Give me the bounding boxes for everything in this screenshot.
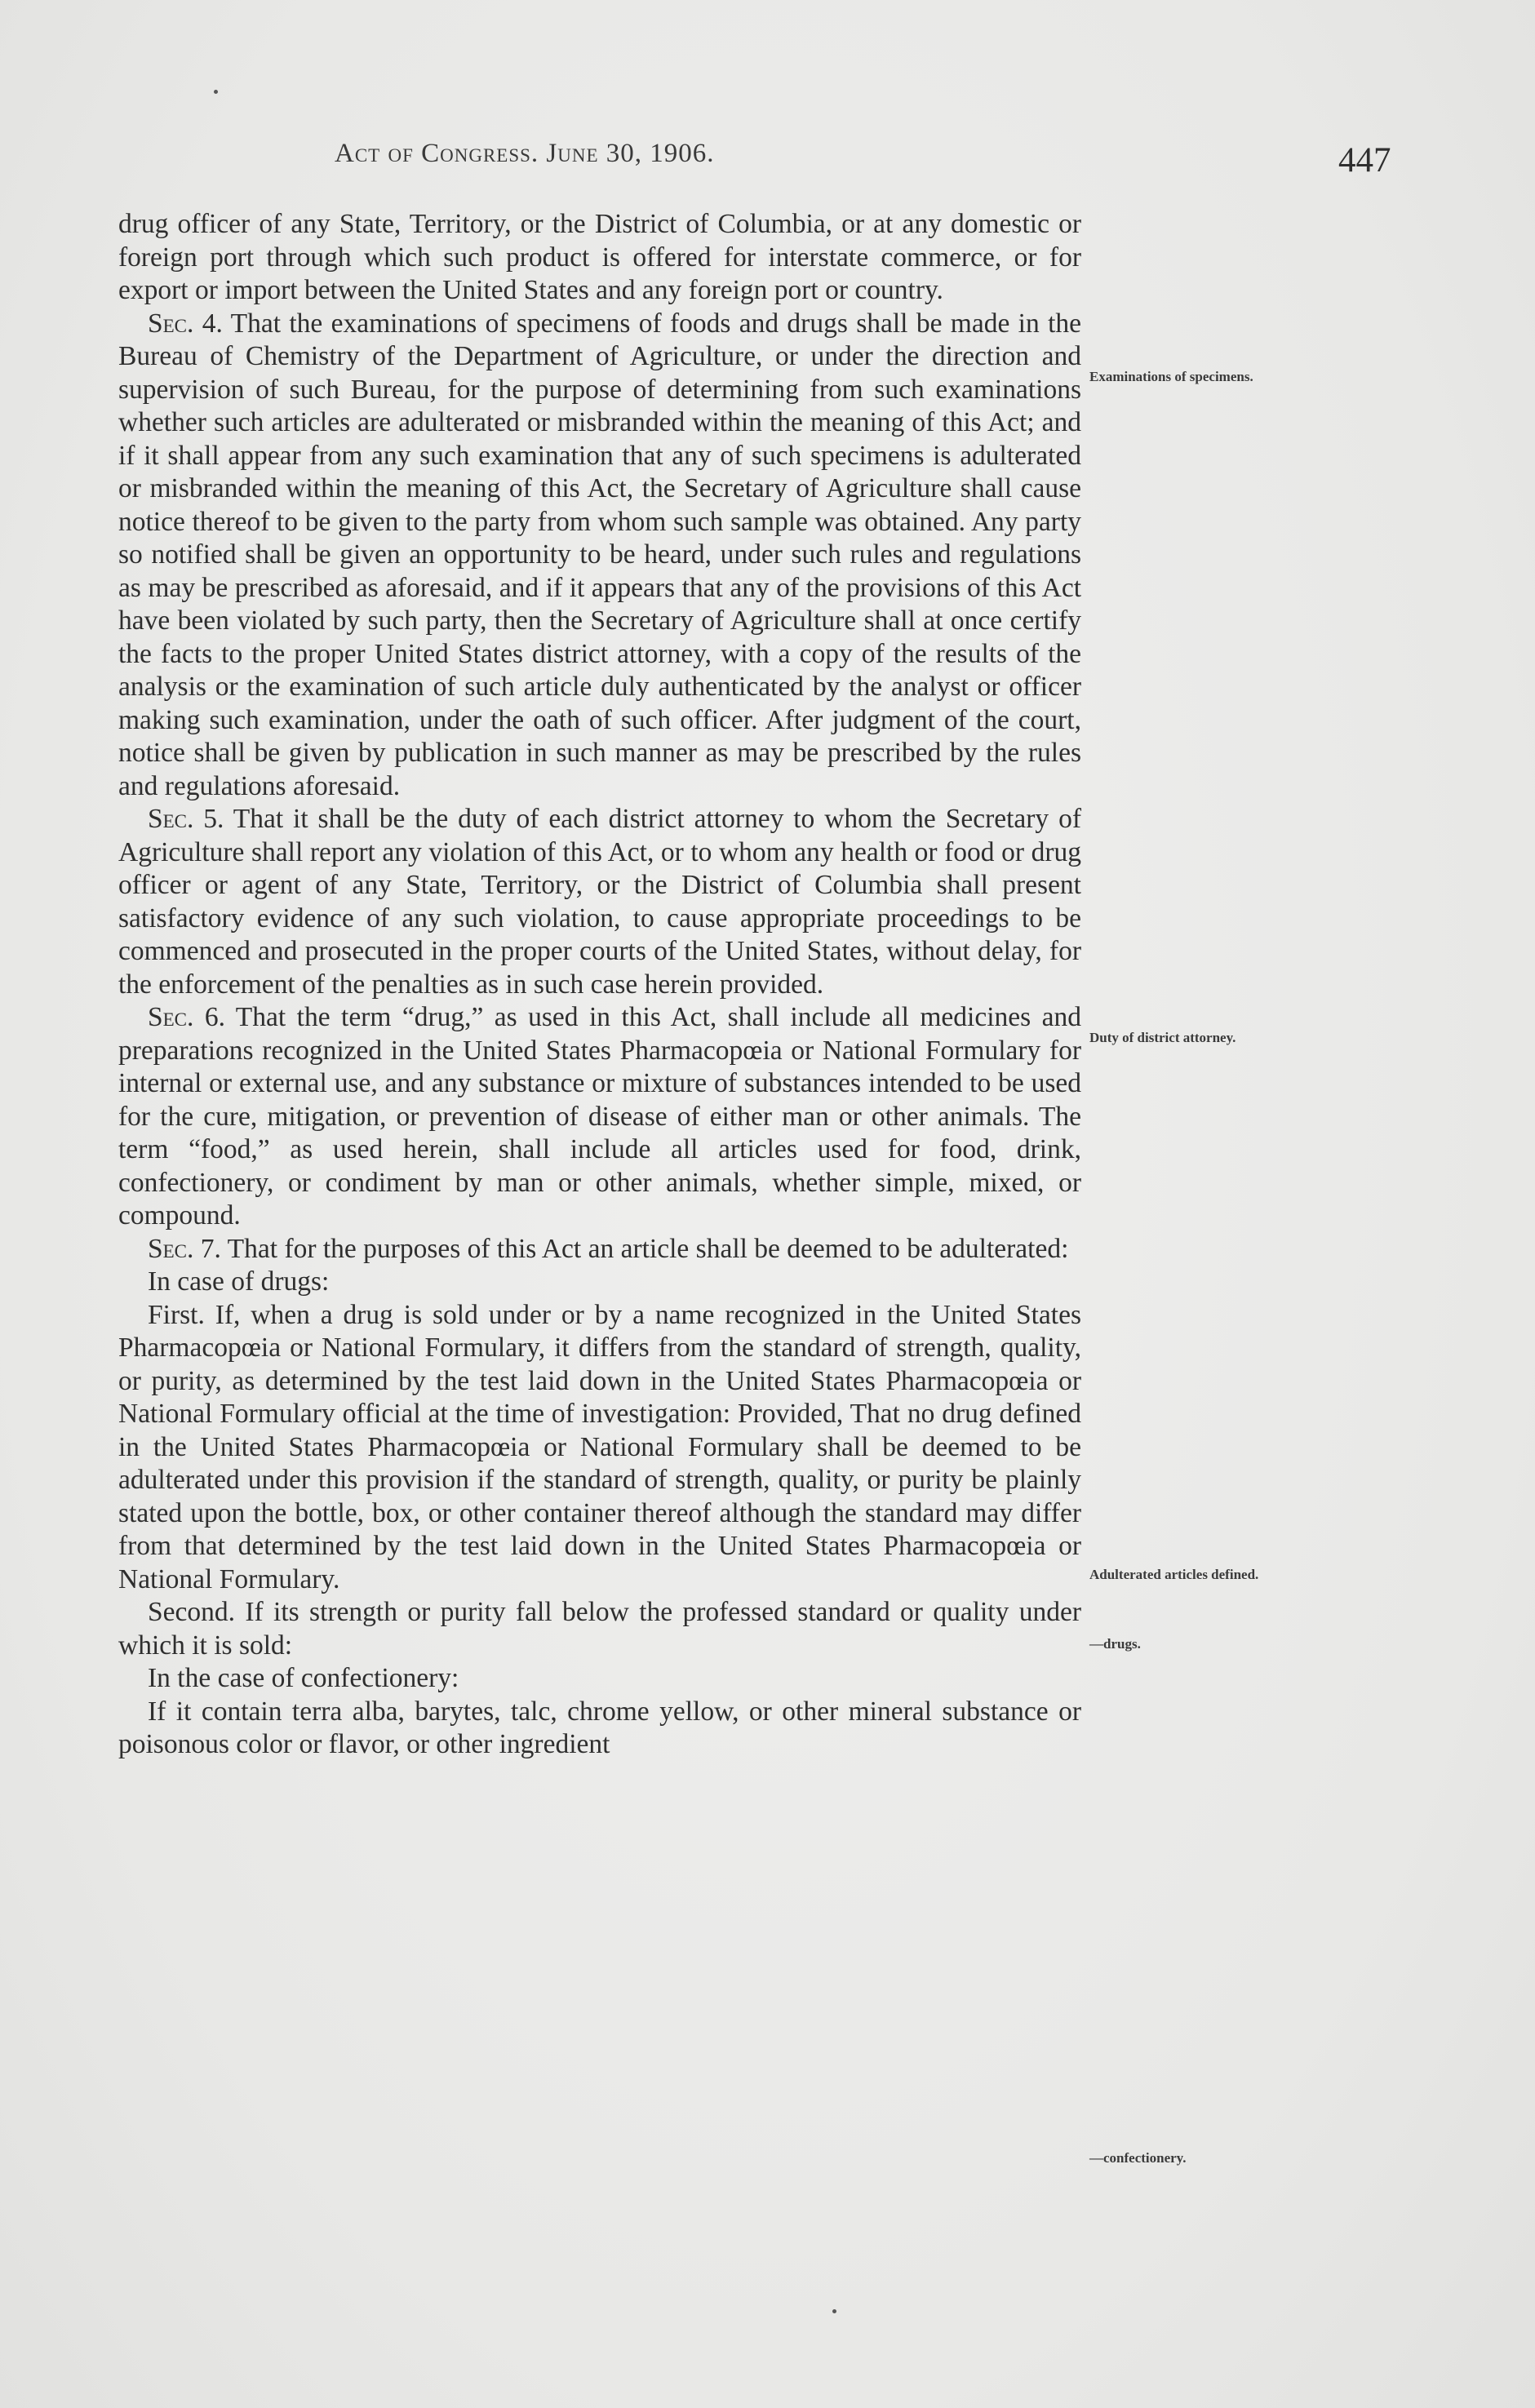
section-label: Sec. 4.	[148, 308, 223, 339]
paragraph-text: That for the purposes of this Act an article shall be deemed to be adulterated:	[220, 1233, 1069, 1264]
paragraph-text: In the case of confectionery:	[148, 1663, 459, 1693]
paragraph-first	[118, 1299, 1081, 1597]
margin-note-examinations: Examinations of specimens.	[1089, 369, 1253, 384]
margin-note-duty: Duty of district attorney.	[1089, 1030, 1236, 1045]
page-number: 447	[1338, 141, 1391, 180]
paragraph-text: First. If, when a drug is sold under or by a name recognized in the United States Pharmacopœia or National Formulary, it differs from the standard of strength, quality, or purity, as determined by the test laid down in the United States Pharmacopœia or National Formulary official at the time of investigation: Provided, That no drug defined in the United States Pharmacopœia or National Formulary shall be deemed to be adulterated under this provision if the standard of strength, quality, or purity be plainly stated upon the bottle, box, or other container thereof although the standard may differ from that determined by the test laid down in the United States Pharmacopœia or National Formulary.	[118, 1299, 1081, 1594]
paragraph-case-of-drugs	[118, 1266, 1081, 1299]
paragraph-text: If it contain terra alba, barytes, talc, chrome yellow, or other mineral substance or poisonous color or flavor, or other ingredient	[118, 1696, 1081, 1759]
page-header	[0, 139, 1535, 188]
paragraph-text: That the term “drug,” as used in this Act, shall include all medicines and preparations recognized in the United States Pharmacopœia or National Formulary for internal or external use, and any substance or mixture of substances intended to be used for the cure, mitigation, or prevention of disease of either man or other animals. The term “food,” as used herein, shall include all articles used for food, drink, confectionery, or condiment by man or other animals, whether simple, mixed, or compound.	[118, 1002, 1081, 1231]
section-label: Sec. 6.	[148, 1002, 225, 1032]
paragraph-text: drug officer of any State, Territory, or the District of Columbia, or at any domestic or foreign port through which such product is offered for interstate commerce, or for export or import between the United States and any foreign port or country.	[118, 209, 1081, 305]
paragraph-case-of-confectionery	[118, 1662, 1081, 1696]
paragraph-text: Second. If its strength or purity fall below the professed standard or quality under which it is sold:	[118, 1597, 1081, 1661]
margin-note-confectionery: —confectionery.	[1089, 2150, 1187, 2166]
paragraph-text: In case of drugs:	[148, 1266, 330, 1297]
paragraph-text: That the examinations of specimens of foods and drugs shall be made in the Bureau of Chemistry of the Department of Agriculture, or under the direction and supervision of such Bureau, for the purpose of determining from such examinations whether such articles are adulterated or misbranded within the meaning of this Act; and if it shall appear from any such examination that any of such specimens is adulterated or misbranded within the meaning of this Act, the Secretary of Agriculture shall cause notice thereof to be given to the party from whom such sample was obtained. Any party so notified shall be given an opportunity to be heard, under such rules and regulations as may be prescribed as aforesaid, and if it appears that any of the provisions of this Act have been violated by such party, then the Secretary of Agriculture shall at once certify the facts to the proper United States district attorney, with a copy of the results of the analysis or the examination of such article duly authenticated by the analyst or officer making such examination, under the oath of such officer. After judgment of the court, notice shall be given by publication in such manner as may be prescribed by the rules and regulations aforesaid.	[118, 308, 1081, 801]
paragraph-continuation	[118, 208, 1081, 308]
section-label: Sec. 7.	[148, 1233, 221, 1264]
margin-note-adulterated: Adulterated articles defined.	[1089, 1567, 1259, 1582]
scan-speck	[832, 2309, 836, 2313]
section-label: Sec. 5.	[148, 804, 224, 834]
paragraph-sec-6	[118, 1001, 1081, 1233]
running-head: Act of Congress. June 30, 1906.	[335, 139, 715, 168]
paragraph-sec-4	[118, 308, 1081, 804]
paragraph-second	[118, 1596, 1081, 1662]
paragraph-sec-7	[118, 1233, 1081, 1266]
scan-speck	[214, 90, 218, 94]
margin-note-drugs: —drugs.	[1089, 1636, 1141, 1652]
paragraph-sec-5	[118, 803, 1081, 1001]
body-text	[118, 208, 1081, 1762]
paragraph-text: That it shall be the duty of each district attorney to whom the Secretary of Agriculture shall report any violation of this Act, or to whom any health or food or drug officer or agent of any State, Territory, or the District of Columbia shall present satisfactory evidence of any such violation, to cause appropriate proceedings to be commenced and prosecuted in the proper courts of the United States, without delay, for the enforcement of the penalties as in such case herein provided.	[118, 804, 1081, 1000]
paragraph-terra-alba	[118, 1696, 1081, 1762]
